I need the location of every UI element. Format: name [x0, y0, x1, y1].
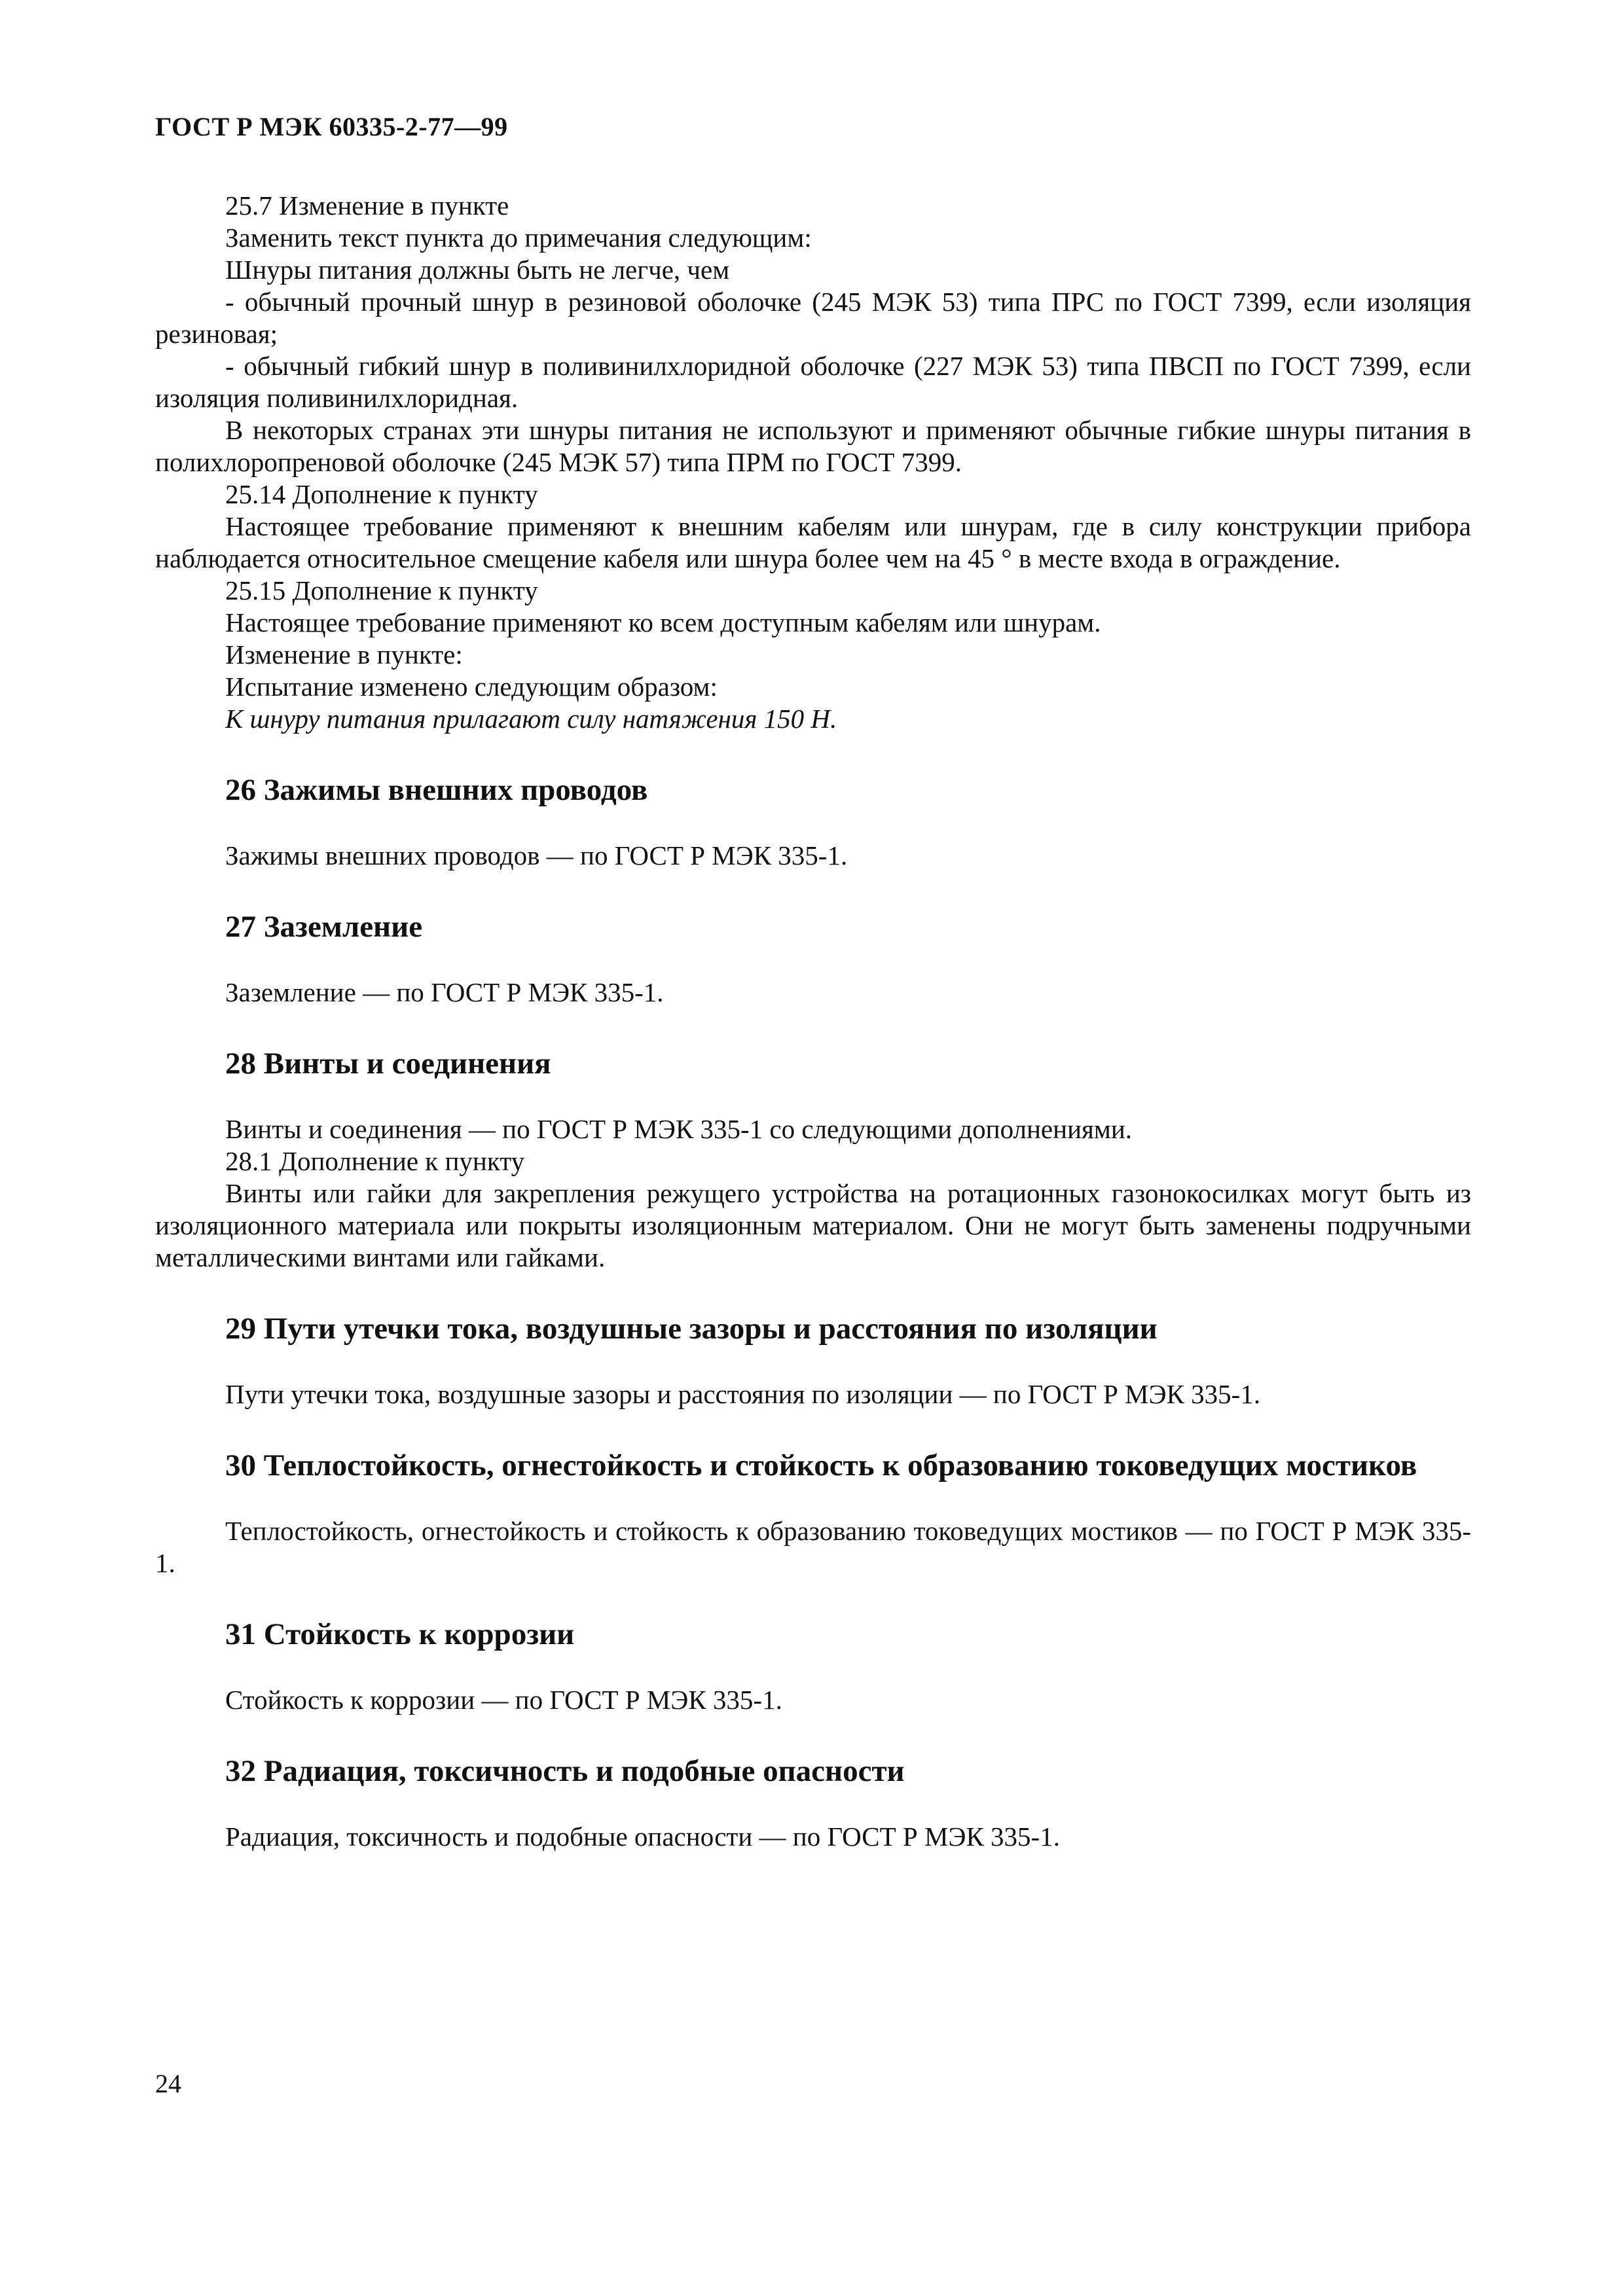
paragraph: Настоящее требование применяют ко всем доступным кабелям или шнурам. — [225, 607, 1101, 637]
section-30-heading: 30 Теплостойкость, огнестойкость и стойкость к образованию токоведущих мостиков — [225, 1448, 1417, 1482]
section-28-heading: 28 Винты и соединения — [225, 1047, 551, 1081]
list-item: - обычный прочный шнур в резиновой оболочке (245 МЭК 53) типа ПРС по ГОСТ 7399, если изоляция резиновая; — [155, 287, 1471, 349]
paragraph: В некоторых странах эти шнуры питания не используют и применяют обычные гибкие шнуры питания в полихлоропреновой оболочке (245 МЭК 57) типа ПРМ по ГОСТ 7399. — [155, 415, 1471, 477]
section-31-heading: 31 Стойкость к коррозии — [225, 1617, 575, 1651]
section-32-text: Радиация, токсичность и подобные опасности — по ГОСТ Р МЭК 335-1. — [225, 1821, 1060, 1852]
running-header: ГОСТ Р МЭК 60335-2-77—99 — [155, 112, 508, 141]
clause-25-15-title: 25.15 Дополнение к пункту — [225, 575, 538, 605]
section-31-text: Стойкость к коррозии — по ГОСТ Р МЭК 335-1. — [225, 1685, 782, 1715]
section-28-text: Винты и соединения — по ГОСТ Р МЭК 335-1 со следующими дополнениями. — [225, 1114, 1133, 1144]
section-26-heading: 26 Зажимы внешних проводов — [225, 773, 648, 807]
clause-25-block — [155, 190, 1471, 735]
section-26-text: Зажимы внешних проводов — по ГОСТ Р МЭК 335-1. — [225, 840, 848, 870]
list-item: - обычный гибкий шнур в поливинилхлоридной оболочке (227 МЭК 53) типа ПВСП по ГОСТ 7399, если изоляция поливинилхлоридная. — [155, 351, 1471, 413]
page-number: 24 — [155, 2069, 181, 2098]
test-condition-italic: К шнуру питания прилагают силу натяжения 150 Н. — [225, 704, 837, 734]
section-30-text: Теплостойкость, огнестойкость и стойкость к образованию токоведущих мостиков — по ГОСТ Р МЭК 335-1. — [155, 1516, 1471, 1578]
clause-25-14-title: 25.14 Дополнение к пункту — [225, 479, 538, 509]
section-27-heading: 27 Заземление — [225, 910, 423, 944]
paragraph: Испытание изменено следующим образом: — [225, 672, 718, 702]
paragraph: Настоящее требование применяют к внешним кабелям или шнурам, где в силу конструкции прибора наблюдается относительное смещение кабеля или шнура более чем на 45 ° в месте входа в ограждение. — [155, 511, 1471, 573]
page-content — [155, 190, 1471, 1853]
section-29-heading: 29 Пути утечки тока, воздушные зазоры и расстояния по изоляции — [225, 1312, 1158, 1346]
paragraph: Заменить текст пункта до примечания следующим: — [225, 223, 812, 253]
section-32-heading: 32 Радиация, токсичность и подобные опасности — [225, 1754, 905, 1788]
section-27-text: Заземление — по ГОСТ Р МЭК 335-1. — [225, 977, 664, 1007]
clause-25-7-title: 25.7 Изменение в пункте — [225, 190, 509, 221]
paragraph: Изменение в пункте: — [225, 639, 463, 670]
section-29-text: Пути утечки тока, воздушные зазоры и расстояния по изоляции — по ГОСТ Р МЭК 335-1. — [225, 1379, 1261, 1409]
paragraph: Шнуры питания должны быть не легче, чем — [225, 255, 730, 285]
section-28-detail: Винты или гайки для закрепления режущего устройства на ротационных газонокосилках могут быть из изоляционного материала или покрыты изоляционным материалом. Они не могут быть заменены подручными металлическими винтами или гайками. — [155, 1178, 1471, 1272]
clause-28-1-title: 28.1 Дополнение к пункту — [225, 1146, 525, 1176]
